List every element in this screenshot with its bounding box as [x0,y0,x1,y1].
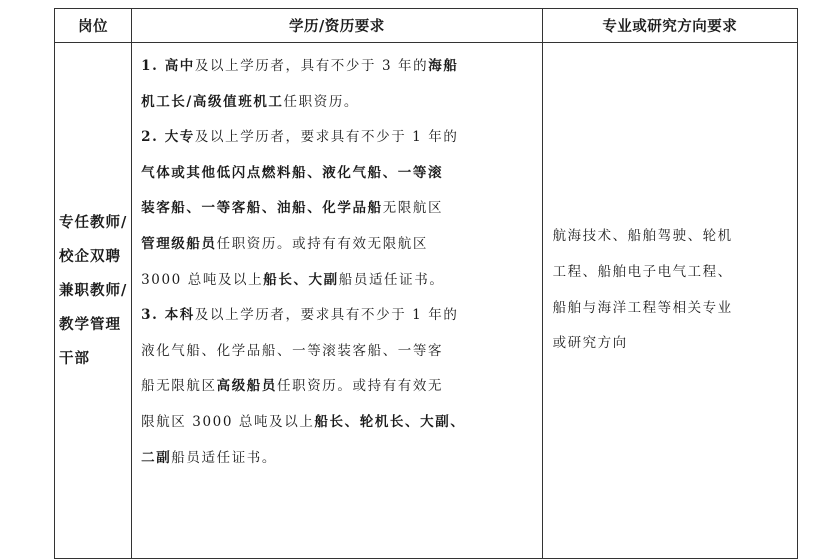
header-education: 学历/资历要求 [132,9,543,43]
bold-segment: 大专 [164,129,195,146]
position-line: 兼职教师/ [59,281,128,299]
header-position: 岗位 [55,9,132,43]
education-line [141,298,536,334]
requirements-table [54,8,798,559]
bold-segment: 3. [141,307,165,324]
bold-segment: 二副 [141,449,172,466]
bold-segment: 气体或其他低闪点燃料船、液化气船、一等滚 [141,164,444,181]
education-line [141,405,536,441]
bold-segment: 船长、轮机长、大副、 [314,413,466,430]
education-line [141,227,536,263]
education-line [141,441,536,477]
position-line: 干部 [59,349,90,367]
text-segment: 及以上学历者，要求具有不少于 1 年的 [194,129,459,146]
text-segment: 船无限航区 [141,378,217,395]
major-line: 工程、船舶电子电气工程、 [552,263,733,280]
bold-segment: 2. [141,129,165,146]
bold-segment: 海船 [428,58,459,74]
education-line [141,156,536,192]
text-segment: 及以上学历者，要求具有不少于 1 年的 [194,307,459,324]
text-segment: 3000 总吨及以上 [141,271,264,288]
header-major: 专业或研究方向要求 [542,9,797,43]
education-line [141,334,536,370]
education-cell [132,43,543,559]
education-line [141,191,536,227]
position-line: 校企双聘 [59,247,121,265]
text-segment: 任职资历。 [283,93,360,110]
header-row [55,9,798,43]
bold-segment: 机工长/高级值班机工 [141,93,284,110]
text-segment: 无限航区 [382,200,444,217]
bold-segment: 船长、大副 [263,271,339,288]
text-segment: 船员适任证书。 [338,271,445,288]
text-segment: 及以上学历者，具有不少于 3 年的 [194,58,429,74]
education-line [141,369,536,405]
bold-segment: 本科 [164,307,195,324]
bold-segment: 高中 [164,58,195,74]
major-line: 船舶与海洋工程等相关专业 [552,299,733,316]
major-line: 或研究方向 [552,335,628,352]
table-row [55,43,798,559]
text-segment: 任职资历。或持有有效无 [277,378,444,395]
bold-segment: 装客船、一等客船、油船、化学品船 [141,200,383,217]
education-line [141,120,536,156]
major-cell [542,43,797,559]
education-line [141,49,536,85]
bold-segment: 管理级船员 [141,235,217,252]
bold-segment: 1. [141,58,165,74]
position-cell [55,43,132,559]
text-segment: 船员适任证书。 [171,449,277,466]
position-line: 专任教师/ [59,213,128,231]
education-line [141,263,536,299]
text-segment: 任职资历。或持有有效无限航区 [216,235,428,252]
education-line [141,85,536,121]
position-line: 教学管理 [59,315,121,333]
text-segment: 限航区 3000 总吨及以上 [141,413,315,430]
bold-segment: 高级船员 [216,378,277,395]
text-segment: 液化气船、化学品船、一等滚装客船、一等客 [141,342,444,359]
major-line: 航海技术、船舶驾驶、轮机 [552,228,733,245]
